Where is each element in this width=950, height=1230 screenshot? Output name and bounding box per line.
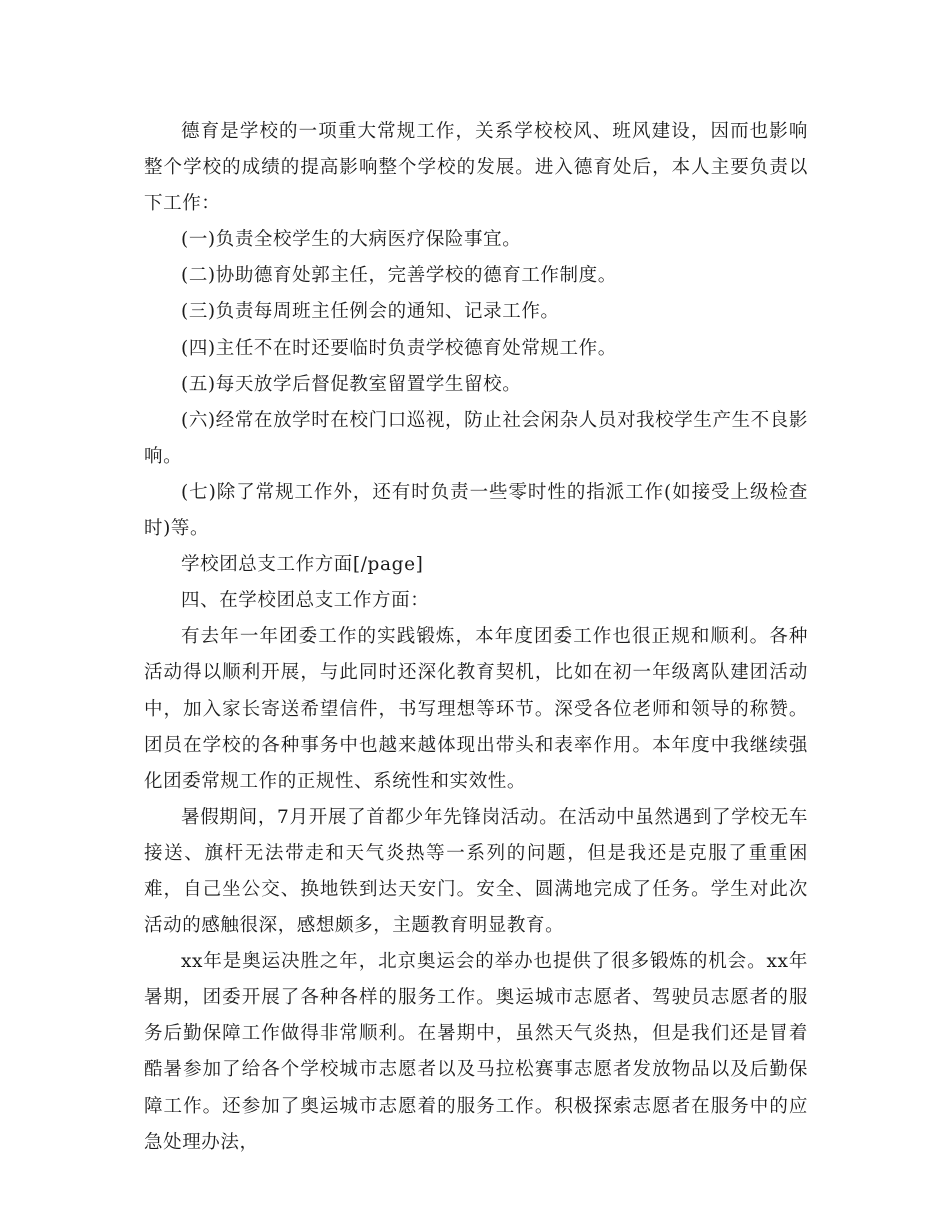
paragraph-summer-activity: 暑假期间，7月开展了首都少年先锋岗活动。在活动中虽然遇到了学校无车接送、旗杆无法带走和天气炎热等一系列的问题，但是我还是克服了重重困难，自己坐公交、换地铁到达天安门。安全、圆满地完成了任务。学生对此次活动的感触很深，感想颇多，主题教育明显教育。 xyxy=(144,806,808,937)
duty-item-2: (二)协助德育处郭主任，完善学校的德育工作制度。 xyxy=(181,265,617,287)
duty-item-1: (一)负责全校学生的大病医疗保险事宜。 xyxy=(181,229,522,251)
duty-item-5: (五)每天放学后督促教室留置学生留校。 xyxy=(181,373,522,395)
section-marker: 学校团总支工作方面[/page] xyxy=(181,554,424,576)
section-heading-league-work: 四、在学校团总支工作方面： xyxy=(181,590,430,612)
duty-item-6: (六)经常在放学时在校门口巡视，防止社会闲杂人员对我校学生产生不良影响。 xyxy=(144,409,808,467)
paragraph-moral-education-intro: 德育是学校的一项重大常规工作，关系学校校风、班风建设，因而也影响整个学校的成绩的提高影响整个学校的发展。进入德育处后，本人主要负责以下工作： xyxy=(144,121,808,215)
duty-item-4: (四)主任不在时还要临时负责学校德育处常规工作。 xyxy=(181,337,617,359)
paragraph-league-work: 有去年一年团委工作的实践锻炼，本年度团委工作也很正规和顺利。各种活动得以顺利开展，与此同时还深化教育契机，比如在初一年级离队建团活动中，加入家长寄送希望信件，书写理想等环节。深受各位老师和领导的称赞。团员在学校的各种事务中也越来越体现出带头和表率作用。本年度中我继续强化团委常规工作的正规性、系统性和实效性。 xyxy=(144,626,808,792)
duty-item-3: (三)负责每周班主任例会的通知、记录工作。 xyxy=(181,301,560,323)
document-body xyxy=(144,114,808,1161)
paragraph-olympic-volunteers: xx年是奥运决胜之年，北京奥运会的举办也提供了很多锻炼的机会。xx年暑期，团委开展了各种各样的服务工作。奥运城市志愿者、驾驶员志愿者的服务后勤保障工作做得非常顺利。在暑期中，虽然天气炎热，但是我们还是冒着酷暑参加了给各个学校城市志愿者以及马拉松赛事志愿者发放物品以及后勤保障工作。还参加了奥运城市志愿着的服务工作。积极探索志愿者在服务中的应急处理办法， xyxy=(144,951,808,1153)
duty-item-7: (七)除了常规工作外，还有时负责一些零时性的指派工作(如接受上级检查时)等。 xyxy=(144,481,808,540)
